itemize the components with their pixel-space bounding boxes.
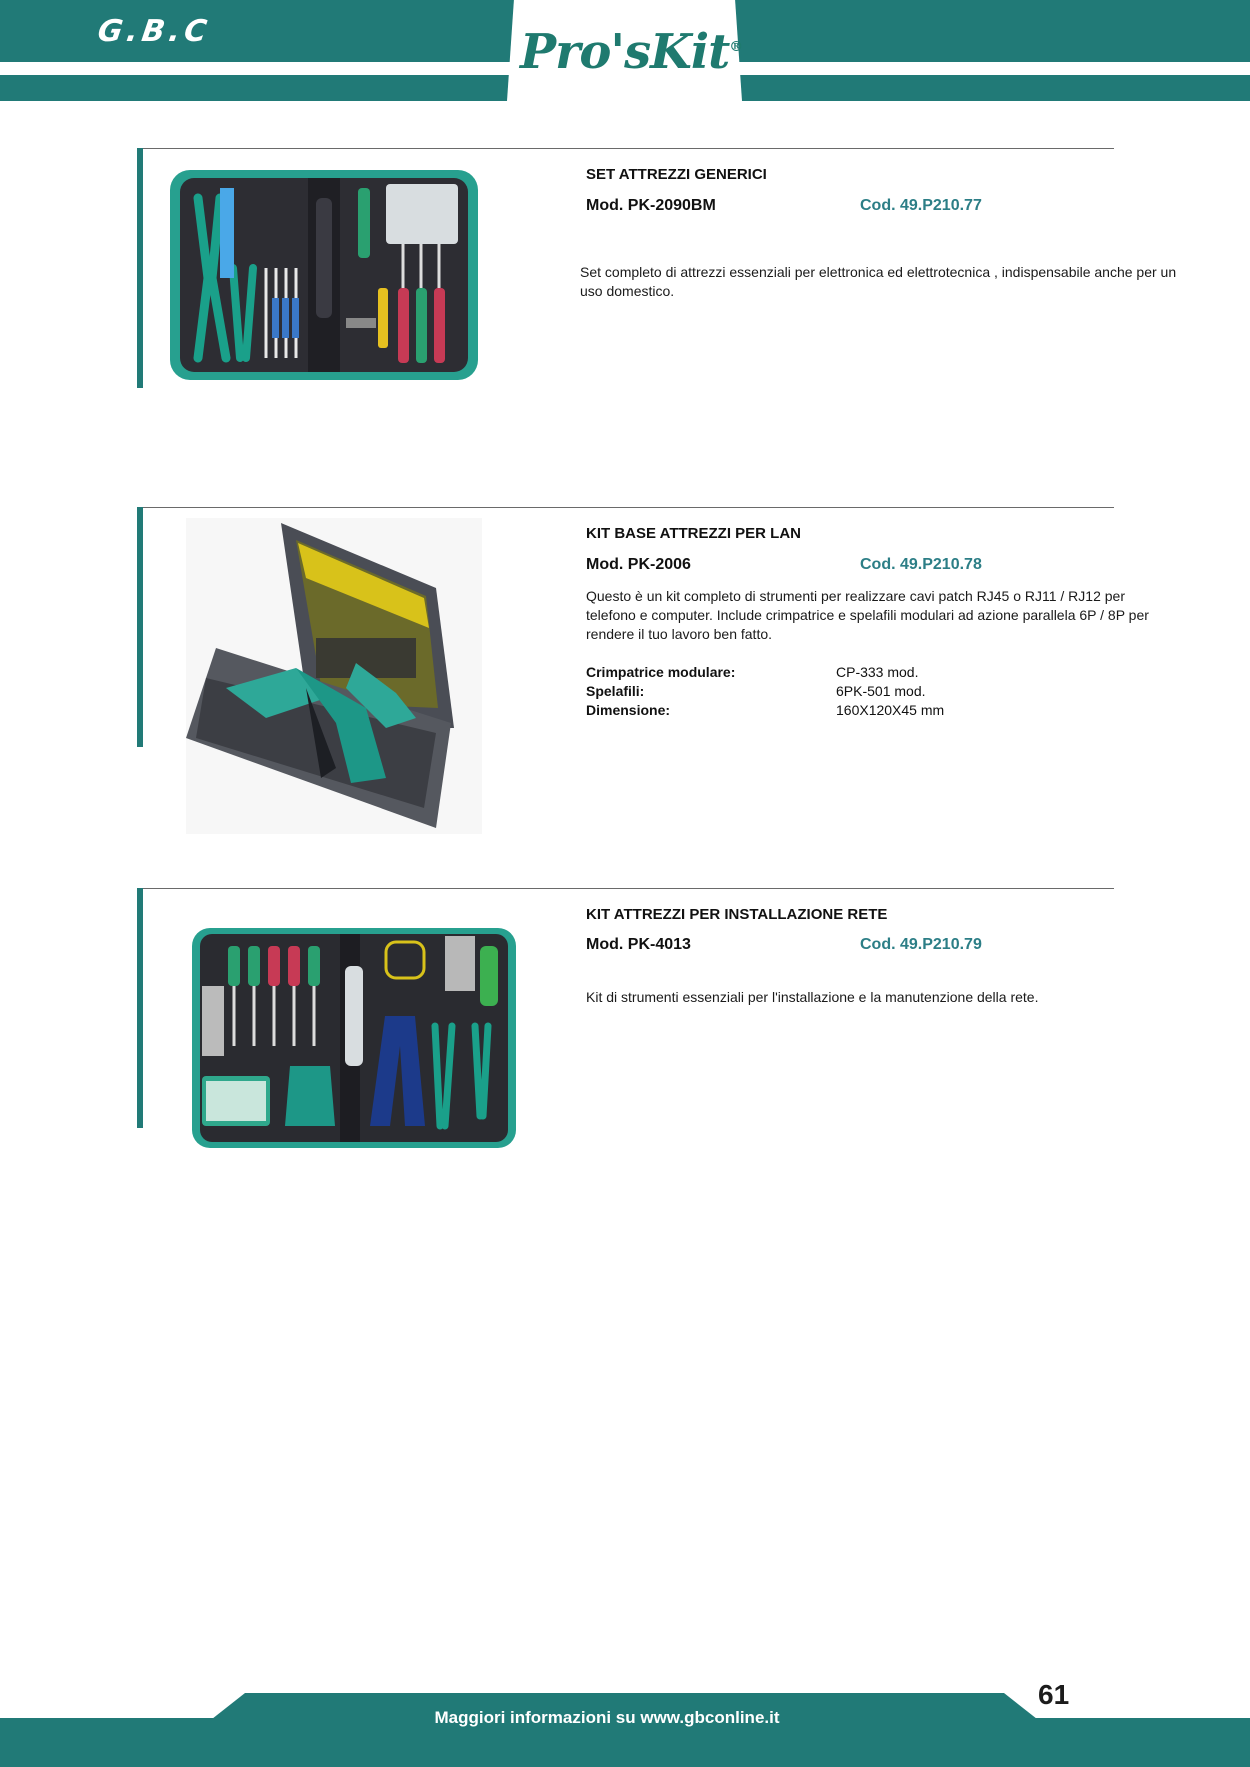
footer-website-link[interactable]: Maggiori informazioni su www.gbconline.it	[434, 1708, 780, 1727]
product-accent-bar	[137, 888, 143, 1128]
product-accent-bar	[137, 148, 143, 388]
product-code: Cod. 49.P210.78	[860, 556, 982, 573]
spec-value: 160X120X45 mm	[836, 702, 945, 718]
product-code: Cod. 49.P210.79	[860, 936, 982, 953]
product-model: Mod. PK-4013	[586, 936, 691, 953]
registered-mark: ®	[729, 39, 743, 55]
spec-label: Spelafili:	[586, 683, 645, 699]
product-accent-bar	[137, 507, 143, 747]
product-divider	[143, 507, 1114, 508]
spec-label: Dimensione:	[586, 702, 671, 718]
product-divider	[143, 888, 1114, 889]
product-image-lan-kit	[186, 518, 482, 834]
product-description: Set completo di attrezzi essenziali per elettronica ed elettrotecnica , indispensabile anche per un uso domestico.	[580, 264, 1177, 299]
product-description: Kit di strumenti essenziali per l'installazione e la manutenzione della rete.	[586, 989, 1039, 1005]
product-divider	[143, 148, 1114, 149]
page-number: 61	[1038, 1679, 1070, 1710]
product-model: Mod. PK-2090BM	[586, 197, 716, 214]
product-image-network-kit	[190, 926, 518, 1150]
product-category: KIT ATTREZZI PER INSTALLAZIONE RETE	[586, 906, 888, 923]
gbc-logo: G.B.C	[95, 14, 213, 49]
product-category: KIT BASE ATTREZZI PER LAN	[586, 525, 801, 542]
product-category: SET ATTREZZI GENERICI	[586, 166, 767, 183]
product-code: Cod. 49.P210.77	[860, 197, 982, 214]
proskit-logo	[520, 24, 743, 80]
spec-label: Crimpatrice modulare:	[586, 664, 736, 680]
spec-value: CP-333 mod.	[836, 664, 919, 680]
proskit-logo-text: Pro'sKit	[520, 24, 730, 80]
product-image-tool-case	[168, 168, 480, 382]
product-model: Mod. PK-2006	[586, 556, 691, 573]
spec-value: 6PK-501 mod.	[836, 683, 926, 699]
product-description: Questo è un kit completo di strumenti per realizzare cavi patch RJ45 o RJ11 / RJ12 per telefono e computer. Include crimpatrice e spelafili modulari ad azione parallela 6P / 8P per rendere il tuo lavoro ben fatto.	[586, 588, 1149, 642]
